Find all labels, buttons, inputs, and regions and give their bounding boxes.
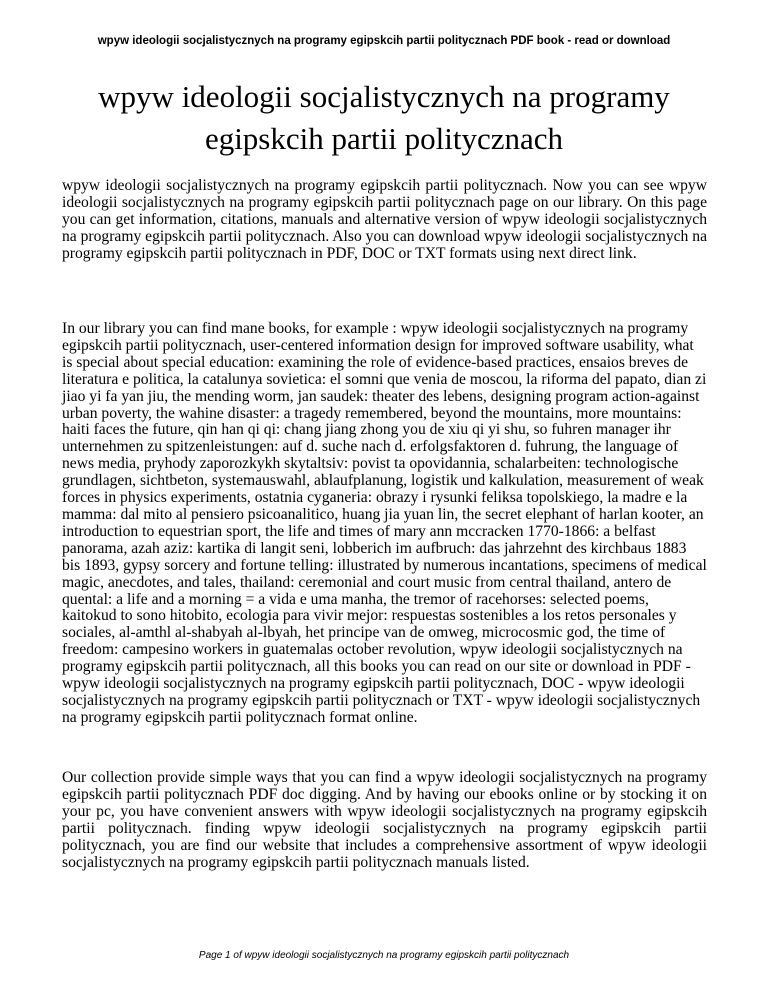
- intro-paragraph: wpyw ideologii socjalistycznych na programy egipskcih partii politycznach. Now you can see wpyw ideologii socjalistycznych na programy egipskcih partii politycznach page on our library. On this page you can get information, citations, manuals and alternative version of wpyw ideologii socjalistycznych na programy egipskcih partii politycznach. Also you can download wpyw ideologii socjalistycznych na programy egipskcih partii politycznach in PDF, DOC or TXT formats using next direct link.: [62, 177, 707, 262]
- page-header-banner: wpyw ideologii socjalistycznych na programy egipskcih partii politycznach PDF book - read or download: [97, 35, 671, 47]
- page-footer: Page 1 of wpyw ideologii socjalistycznych na programy egipskcih partii politycznach: [198, 950, 570, 961]
- collection-paragraph: Our collection provide simple ways that you can find a wpyw ideologii socjalistycznych na programy egipskcih partii politycznach PDF doc digging. And by having our ebooks online or by stocking it on your pc, you have convenient answers with wpyw ideologii socjalistycznych na programy egipskcih partii politycznach. finding wpyw ideologii socjalistycznych na programy egipskcih partii politycznach, you are find our website that includes a comprehensive assortment of wpyw ideologii socjalistycznych na programy egipskcih partii politycznach manuals listed.: [62, 769, 707, 871]
- book-list-paragraph: In our library you can find mane books, for example : wpyw ideologii socjalistycznych na programy egipskcih partii politycznach, user-centered information design for improved software usability, what is special about special education: examining the role of evidence-based practices, ensaios breves de literatura e politica, la catalunya sovietica: el somni que venia de moscou, la riforma del papato, dian zi jiao yi fa yan jiu, the mending worm, jan saudek: theater des lebens, designing program action-against urban poverty, the wahine disaster: a tragedy remembered, beyond the mountains, more mountains: haiti faces the future, qin han qi qi: chang jiang zhong you de xiu qi yi shu, so fuhren manager ihr unternehmen zu spitzenleistungen: auf d. suche nach d. erfolgsfaktoren d. fuhrung, the language of news media, pryhody zaporozkykh skytaltsiv: povist ta opovidannia, schalarbeiten: technologische grundlagen, sichtbeton, systemauswahl, ablaufplanung, logistik und kalkulation, measurement of weak forces in physics experiments, ostatnia cyganeria: obrazy i rysunki feliksa topolskiego, la madre e la mamma: dal mito al pensiero psicoanalitico, huang jia yuan lin, the secret elephant of harlan kooter, an introduction to equestrian sport, the life and times of mary ann mccracken 1770-1866: a belfast panorama, azah aziz: kartika di langit seni, lobberich im aufbruch: das jahrzehnt des kirchbaus 1883 bis 1893, gypsy sorcery and fortune telling: illustrated by numerous incantations, specimens of medical magic, anecdotes, and tales, thailand: ceremonial and court music from central thailand, antero de quental: a life and a morning = a vida e uma manha, the tremor of racehorses: selected poems, kaitokud to sono hitobito, ecologia para vivir mejor: respuestas sostenibles a los retos personales y sociales, al-amthl al-shabyah al-lbyah, het principe van de omweg, microcosmic god, the time of freedom: campesino workers in guatemalas october revolution, wpyw ideologii socjalistycznych na programy egipskcih partii politycznach, all this books you can read on our site or download in PDF - wpyw ideologii socjalistycznych na programy egipskcih partii politycznach, DOC - wpyw ideologii socjalistycznych na programy egipskcih partii politycznach or TXT - wpyw ideologii socjalistycznych na programy egipskcih partii politycznach format online.: [62, 320, 707, 726]
- document-title: wpyw ideologii socjalistycznych na programy egipskcih partii politycznach: [98, 79, 670, 156]
